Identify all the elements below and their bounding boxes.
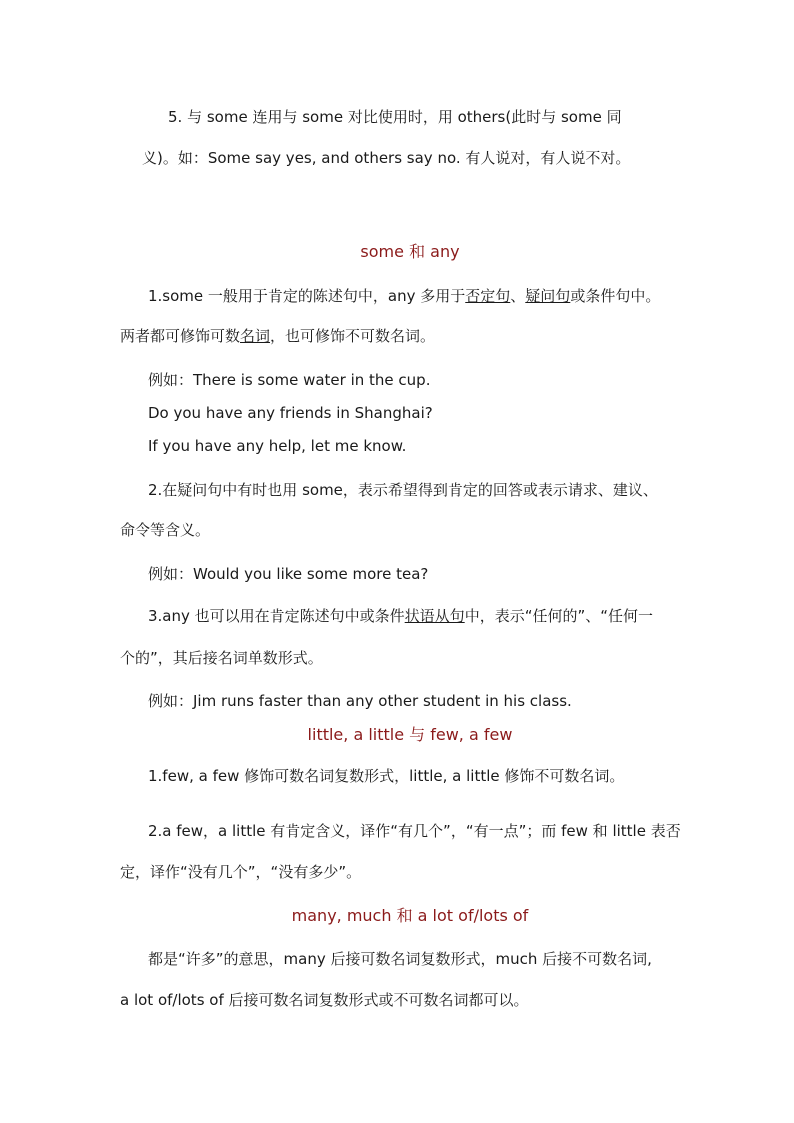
section5-line1: 5. 与 some 连用与 some 对比使用时，用 others(此时与 some 同 bbox=[168, 108, 622, 126]
some-any-p2-line1: 2.在疑问句中有时也用 some，表示希望得到肯定的回答或表示请求、建议、 bbox=[148, 481, 658, 499]
some-any-p1-line1 bbox=[148, 286, 708, 306]
heading-some-any: some 和 any bbox=[360, 242, 460, 261]
little-few-p2-line1: 2.a few，a little 有肯定含义，译作“有几个”，“有一点”；而 few 和 little 表否 bbox=[148, 822, 681, 840]
term-question-sentence: 疑问句 bbox=[525, 287, 571, 305]
some-any-p1-line2 bbox=[120, 326, 680, 346]
p1-line2-post: ，也可修饰不可数名词。 bbox=[270, 327, 436, 345]
little-few-p1: 1.few, a few 修饰可数名词复数形式，little, a little 修饰不可数名词。 bbox=[148, 767, 625, 785]
example-line-3: If you have any help, let me know. bbox=[148, 437, 407, 455]
term-negative-sentence: 否定句 bbox=[465, 287, 511, 305]
some-any-p3-line1 bbox=[148, 606, 708, 626]
p1-text-post: 或条件句中。 bbox=[570, 287, 661, 305]
p1-line2-pre: 两者都可修饰可数 bbox=[120, 327, 241, 345]
p3-text-post: 中，表示“任何的”、“任何一 bbox=[464, 607, 654, 625]
p1-text-sep: 、 bbox=[510, 287, 526, 305]
heading-many-much: many, much 和 a lot of/lots of bbox=[291, 906, 529, 925]
example-line-1: 例如：There is some water in the cup. bbox=[148, 371, 431, 389]
p3-text-pre: 3.any 也可以用在肯定陈述句中或条件 bbox=[148, 607, 405, 625]
heading-little-few: little, a little 与 few, a few bbox=[307, 725, 513, 744]
many-much-line2: a lot of/lots of 后接可数名词复数形式或不可数名词都可以。 bbox=[120, 991, 529, 1009]
p1-text-pre: 1.some 一般用于肯定的陈述句中，any 多用于 bbox=[148, 287, 466, 305]
term-adverbial-clause: 状语从句 bbox=[404, 607, 465, 625]
many-much-line1: 都是“许多”的意思，many 后接可数名词复数形式，much 后接不可数名词, bbox=[148, 950, 652, 968]
example-line-5: 例如：Jim runs faster than any other student in his class. bbox=[148, 692, 572, 710]
section5-line2: 义)。如：Some say yes, and others say no. 有人说对，有人说不对。 bbox=[142, 149, 631, 167]
some-any-p3-line2: 个的”，其后接名词单数形式。 bbox=[120, 649, 323, 667]
little-few-p2-line2: 定，译作“没有几个”，“没有多少”。 bbox=[120, 863, 362, 881]
some-any-p2-line2: 命令等含义。 bbox=[120, 521, 211, 539]
example-line-4: 例如：Would you like some more tea? bbox=[148, 565, 429, 583]
example-line-2: Do you have any friends in Shanghai? bbox=[148, 404, 433, 422]
term-noun: 名词 bbox=[240, 327, 271, 345]
